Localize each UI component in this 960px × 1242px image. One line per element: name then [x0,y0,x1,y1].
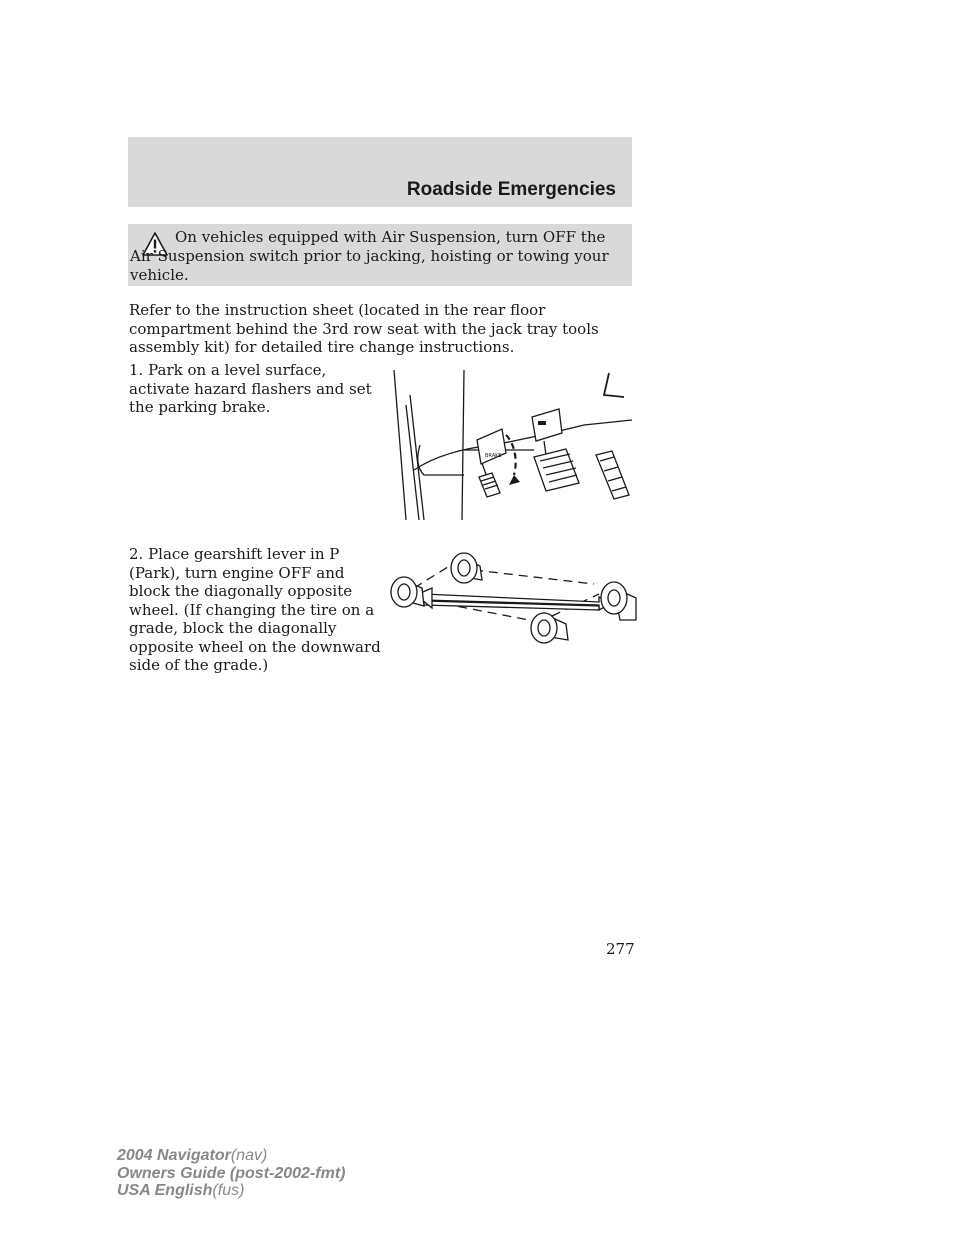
wheel-blocking-diagram [384,548,639,648]
header-band [128,137,632,207]
warning-box [128,224,632,286]
intro-paragraph: Refer to the instruction sheet (located in the rear floor compartment behind the 3rd row seat with the jack tray tools assembly kit) for detailed tire change instructions. [129,301,599,356]
warning-text: On vehicles equipped with Air Suspension, turn OFF the Air Suspension switch prior to jacking, hoisting or towing your vehicle. [130,228,609,284]
footer-line-3 [117,1182,345,1200]
accelerator-pedal [596,451,629,499]
rear-left-wheel [391,577,424,607]
front-left-wheel [451,553,482,583]
step-1-text: 1. Park on a level surface, activate hazard flashers and set the parking brake. [129,361,372,416]
footer-language-code: (fus) [212,1182,245,1199]
parking-brake-pedal [477,429,506,497]
front-right-wheel-blocked [601,582,636,620]
step-2-text: 2. Place gearshift lever in P (Park), turn engine OFF and block the diagonally opposite wheel. (If changing the tire on a grade, block the diagonally opposite wheel on the downward side of the grade.) [129,545,381,674]
page-number: 277 [606,940,635,958]
footer-vehicle-code: (nav) [230,1147,268,1164]
footer-line-1 [117,1147,345,1165]
brake-pedal [532,409,579,491]
footer-vehicle: 2004 Navigator [117,1147,231,1164]
footer-line-2 [117,1165,345,1183]
brake-pedal-illustration [384,365,632,525]
footer-language: USA English [117,1182,213,1199]
rear-right-wheel [531,613,568,643]
footer-guide: Owners Guide (post-2002-fmt) [117,1164,346,1182]
section-title: Roadside Emergencies [406,179,616,200]
document-footer [117,1147,345,1200]
brake-label: BRAKE [485,453,502,459]
